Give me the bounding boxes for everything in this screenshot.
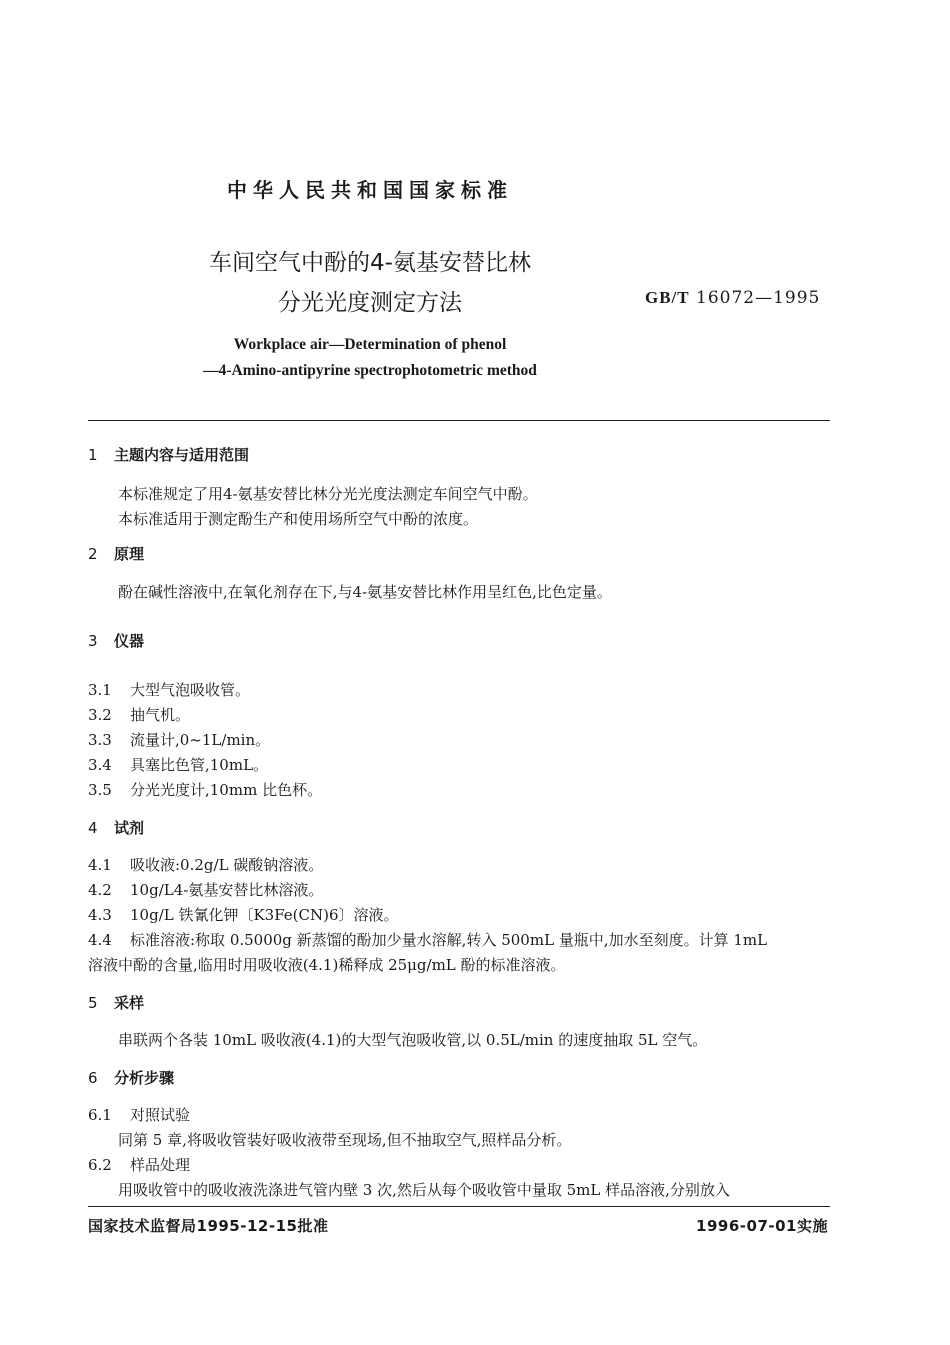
- section-3-title: 仪器: [114, 632, 145, 650]
- subsection-6-2: [88, 1154, 190, 1175]
- english-title-line-1: Workplace air—Determination of phenol: [233, 336, 507, 353]
- item-title: 对照试验: [130, 1106, 191, 1124]
- item-text: 具塞比色管,10mL。: [130, 756, 269, 774]
- item-number: 3.5: [88, 781, 112, 799]
- subsection-6-1: [88, 1104, 190, 1125]
- item-number: 3.1: [88, 681, 112, 699]
- item-number: 6.2: [88, 1156, 112, 1174]
- section-3-heading: [88, 630, 144, 651]
- approval-date: 国家技术监督局1995-12-15批准: [88, 1217, 329, 1235]
- list-item: [88, 929, 767, 950]
- section-4-title: 试剂: [114, 819, 145, 837]
- item-text: 抽气机。: [130, 706, 191, 724]
- list-item: [88, 704, 190, 725]
- section-4-number: 4: [88, 819, 98, 837]
- section-3-number: 3: [88, 632, 98, 650]
- subsection-6-2-text: 用吸收管中的吸收液洗涤进气管内壁 3 次,然后从每个吸收管中量取 5mL 样品溶液,分别放入: [118, 1181, 730, 1199]
- section-1-paragraph-2: 本标准适用于测定酚生产和使用场所空气中酚的浓度。: [118, 510, 479, 528]
- list-item: [88, 904, 399, 925]
- section-1-paragraph-1: 本标准规定了用4-氨基安替比林分光光度法测定车间空气中酚。: [118, 485, 538, 503]
- item-number: 3.4: [88, 756, 112, 774]
- section-2-number: 2: [88, 545, 98, 563]
- subsection-6-1-text: 同第 5 章,将吸收管装好吸收液带至现场,但不抽取空气,照样品分析。: [118, 1131, 572, 1149]
- item-title: 样品处理: [130, 1156, 191, 1174]
- section-6-title: 分析步骤: [114, 1069, 175, 1087]
- list-item: [88, 779, 322, 800]
- section-2-paragraph: 酚在碱性溶液中,在氧化剂存在下,与4-氨基安替比林作用呈红色,比色定量。: [118, 583, 612, 601]
- section-1-number: 1: [88, 446, 98, 464]
- item-text: 10g/L4-氨基安替比林溶液。: [130, 881, 324, 899]
- item-text: 标准溶液:称取 0.5000g 新蒸馏的酚加少量水溶解,转入 500mL 量瓶中,加水至刻度。计算 1mL: [130, 931, 768, 949]
- item-text: 10g/L 铁氰化钾〔K3Fe(CN)6〕溶液。: [130, 906, 399, 924]
- section-5-number: 5: [88, 994, 98, 1012]
- standard-code-prefix: GB/T: [645, 288, 690, 307]
- list-item: [88, 879, 323, 900]
- item-number: 4.1: [88, 856, 112, 874]
- section-1-heading: [88, 444, 249, 465]
- item-text: 流量计,0~1L/min。: [130, 731, 271, 749]
- section-6-heading: [88, 1067, 174, 1088]
- list-item: [88, 754, 268, 775]
- footer-rule: [88, 1206, 830, 1207]
- item-text: 吸收液:0.2g/L 碳酸钠溶液。: [130, 856, 324, 874]
- header-rule: [88, 420, 830, 421]
- section-2-heading: [88, 543, 144, 564]
- section-1-title: 主题内容与适用范围: [114, 446, 250, 464]
- standard-code-number: 16072—1995: [696, 288, 821, 308]
- section-2-title: 原理: [114, 545, 145, 563]
- section-4-heading: [88, 817, 144, 838]
- item-text: 分光光度计,10mm 比色杯。: [130, 781, 323, 799]
- section-5-paragraph: 串联两个各装 10mL 吸收液(4.1)的大型气泡吸收管,以 0.5L/min 的速度抽取 5L 空气。: [118, 1031, 708, 1049]
- item-number: 4.3: [88, 906, 112, 924]
- list-item: [88, 854, 323, 875]
- item-number: 3.3: [88, 731, 112, 749]
- title-line-2: 分光光度测定方法: [278, 290, 462, 316]
- list-item: [88, 679, 250, 700]
- item-number: 3.2: [88, 706, 112, 724]
- item-number: 6.1: [88, 1106, 112, 1124]
- title-line-1: 车间空气中酚的4-氨基安替比林: [209, 250, 531, 276]
- item-text: 大型气泡吸收管。: [130, 681, 251, 699]
- item-number: 4.2: [88, 881, 112, 899]
- section-5-heading: [88, 992, 144, 1013]
- list-item: [88, 729, 270, 750]
- standard-code: [645, 288, 820, 308]
- section-5-title: 采样: [114, 994, 145, 1012]
- item-number: 4.4: [88, 931, 112, 949]
- section-6-number: 6: [88, 1069, 98, 1087]
- english-title-line-2: —4-Amino-antipyrine spectrophotometric method: [203, 362, 537, 379]
- national-standard-heading: 中华人民共和国国家标准: [227, 178, 513, 202]
- item-continuation: 溶液中酚的含量,临用时用吸收液(4.1)稀释成 25μg/mL 酚的标准溶液。: [88, 956, 566, 974]
- implementation-date: 1996-07-01实施: [696, 1217, 828, 1235]
